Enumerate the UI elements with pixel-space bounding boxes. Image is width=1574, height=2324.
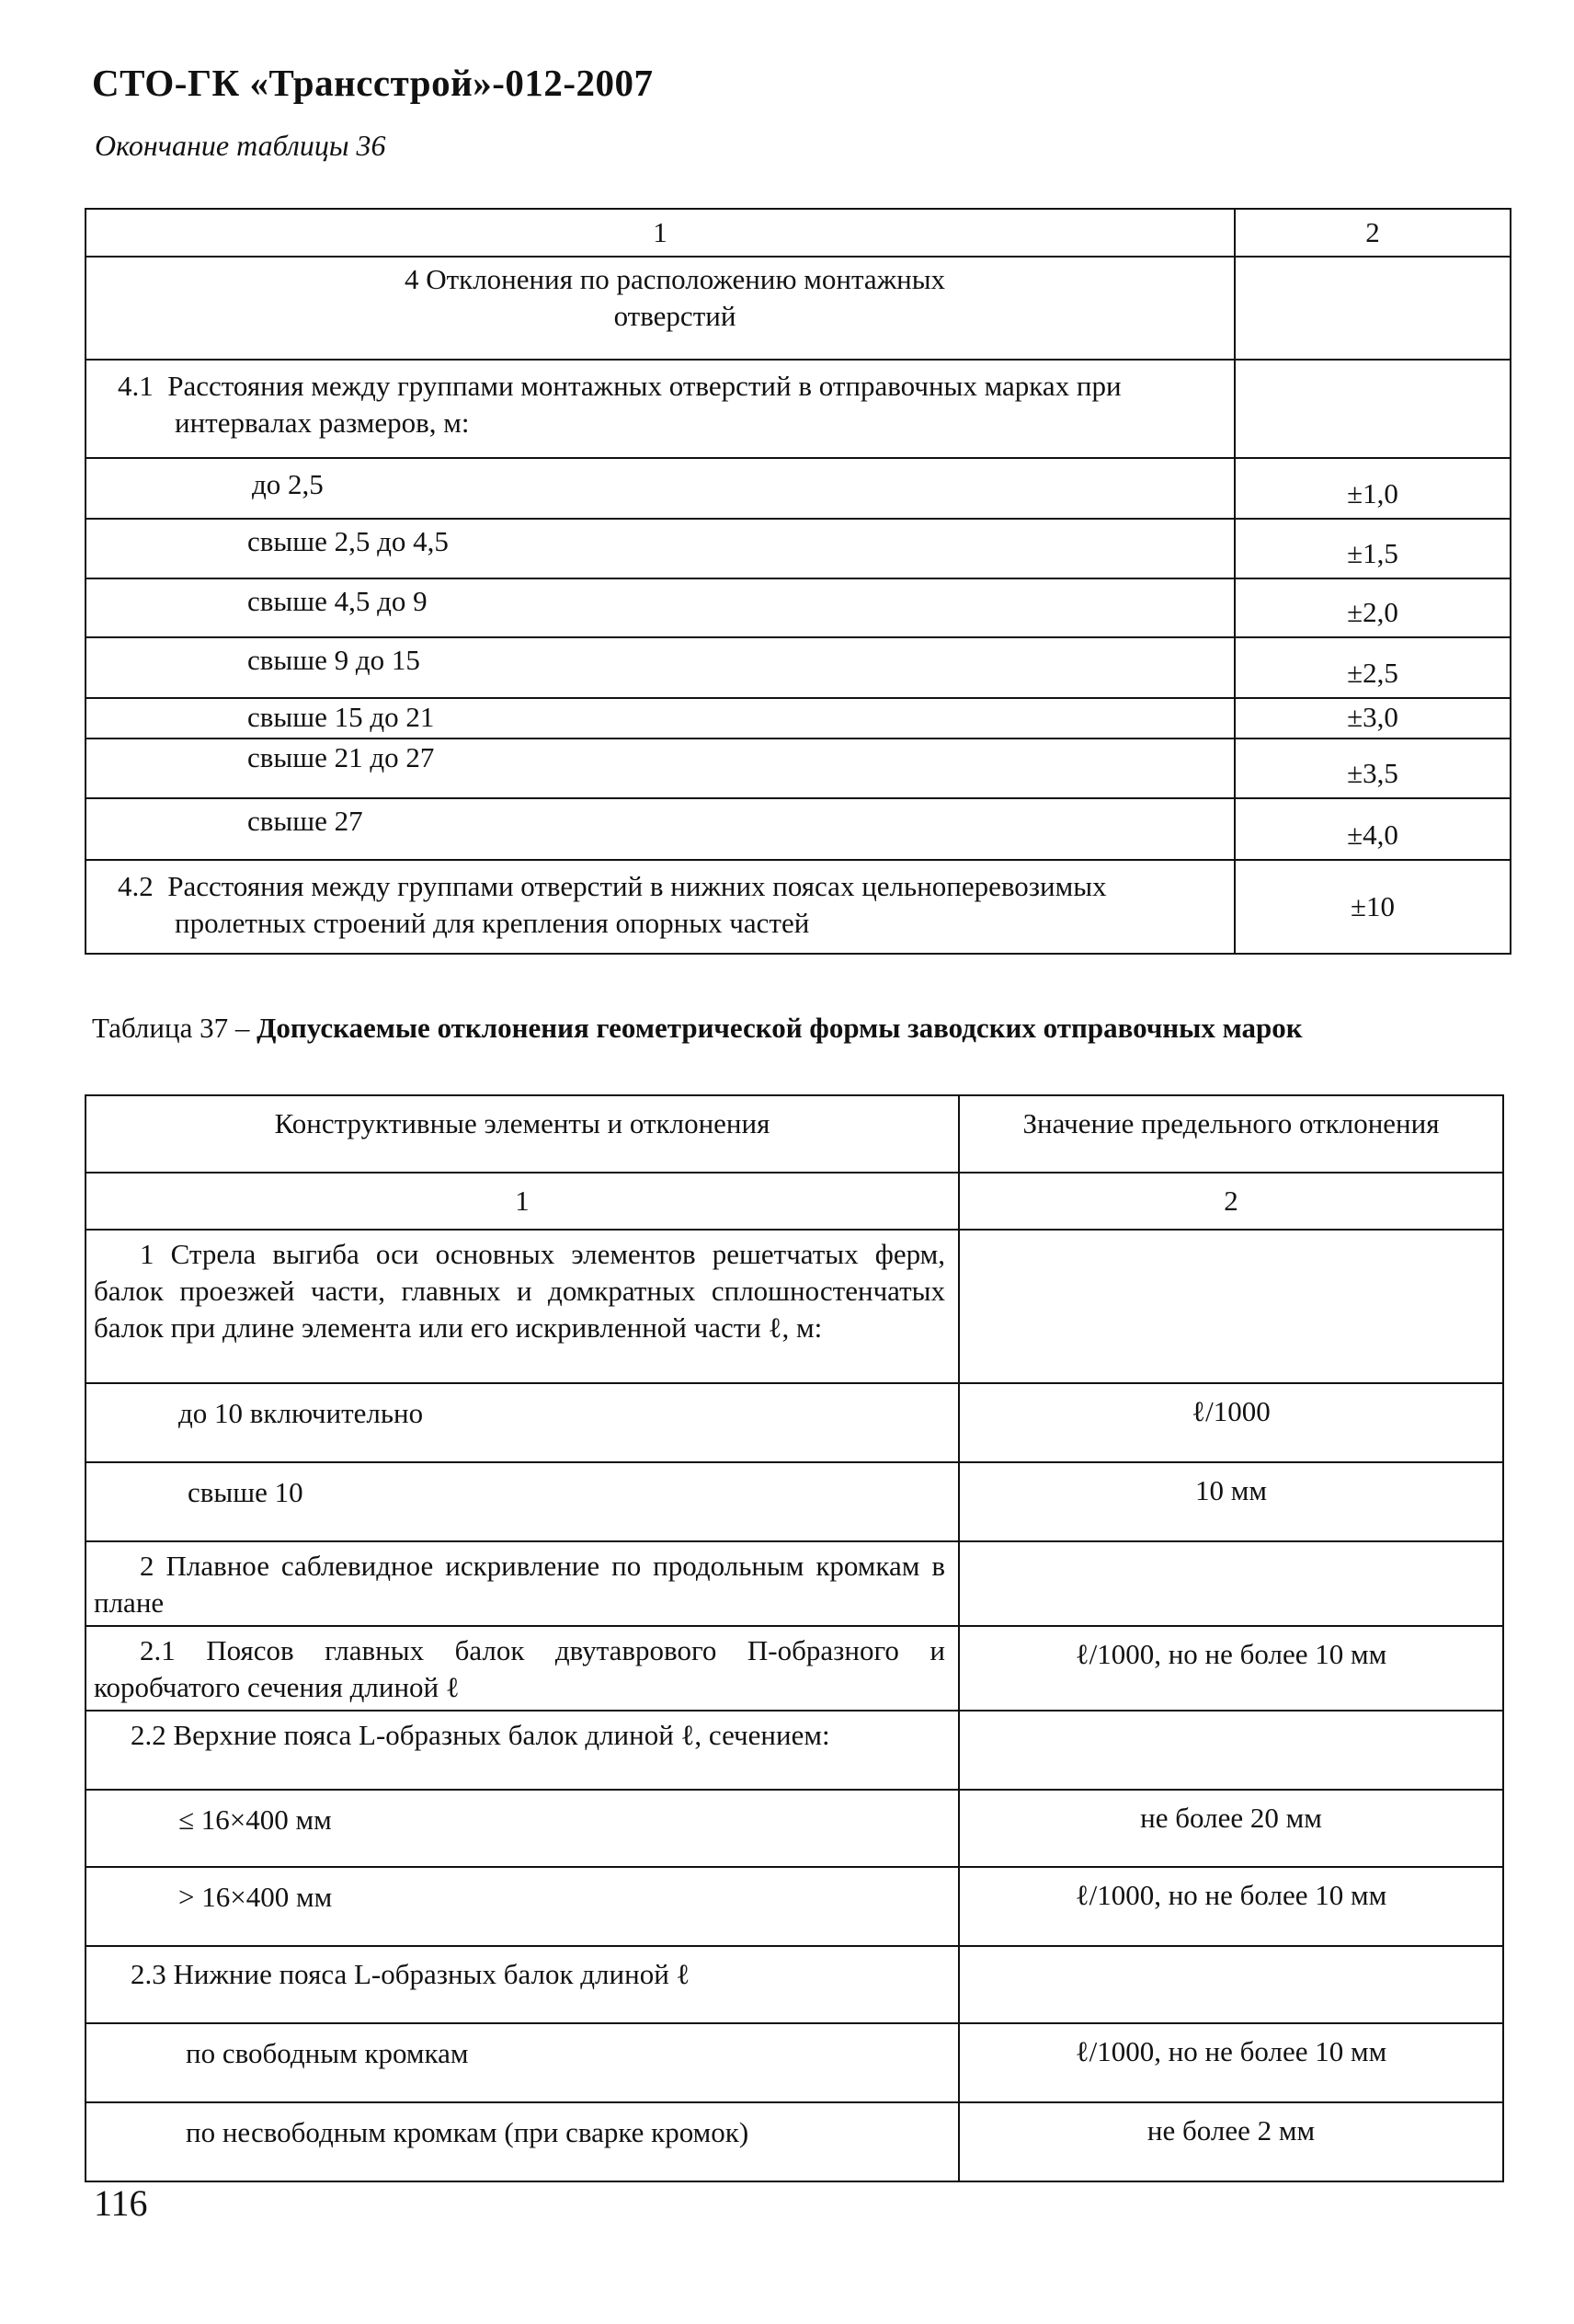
column-header: Конструктивные элементы и отклонения — [86, 1095, 959, 1173]
table-header-row — [86, 1095, 1503, 1173]
table-row — [86, 458, 1511, 519]
column-number-2: 2 — [959, 1173, 1503, 1230]
range-value: ±2,5 — [1235, 637, 1511, 698]
item-number: 4.2 — [118, 870, 154, 902]
range-value: ±3,0 — [1235, 698, 1511, 738]
item-text: Расстояния между группами монтажных отверстий в отправочных марках при интервалах размеров, м: — [167, 370, 1122, 439]
table-row — [86, 1867, 1503, 1946]
section-4-title: 4 Отклонения по расположению монтажных отверстий — [404, 263, 946, 332]
table-row — [86, 1790, 1503, 1867]
range-label: до 2,5 — [86, 458, 1235, 519]
item-label: > 16×400 мм — [86, 1867, 959, 1946]
table-row — [86, 519, 1511, 578]
item-value: не более 20 мм — [959, 1790, 1503, 1867]
range-label: свыше 21 до 27 — [86, 738, 1235, 798]
item-value: ℓ/1000, но не более 10 мм — [959, 1626, 1503, 1711]
item-1-text: 1 Стрела выгиба оси основных элементов решетчатых ферм, балок проезжей части, главных и домкратных сплошностенчатых балок при длине элемента или его искривленной части ℓ, м: — [86, 1230, 959, 1383]
range-label: свыше 4,5 до 9 — [86, 578, 1235, 637]
column-header: Значение предельного отклонения — [959, 1095, 1503, 1173]
table-37-caption: Таблица 37 – Допускаемые отклонения геометрической формы заводских отправочных марок — [92, 1012, 1303, 1044]
table-row — [86, 860, 1511, 954]
document-code: СТО-ГК «Трансстрой»-012-2007 — [92, 62, 654, 104]
table-row — [86, 1230, 1503, 1383]
item-label: до 10 включительно — [86, 1383, 959, 1462]
item-label: по несвободным кромкам (при сварке кромок) — [86, 2102, 959, 2181]
item-text: Расстояния между группами отверстий в нижних поясах цельноперевозимых пролетных строений для крепления опорных частей — [167, 870, 1107, 939]
item-value: ±10 — [1235, 860, 1511, 954]
item-label: по свободным кромкам — [86, 2023, 959, 2102]
table-row — [86, 1383, 1503, 1462]
range-value: ±4,0 — [1235, 798, 1511, 860]
table-row — [86, 360, 1511, 458]
item-value: ℓ/1000, но не более 10 мм — [959, 2023, 1503, 2102]
table-header-row — [86, 209, 1511, 257]
item-2-3-text: 2.3 Нижние пояса L-образных балок длиной ℓ — [86, 1946, 959, 2023]
table-row — [86, 2102, 1503, 2181]
range-label: свыше 15 до 21 — [86, 698, 1235, 738]
item-2-1-text: 2.1 Поясов главных балок двутаврового П-образного и коробчатого сечения длиной ℓ — [86, 1626, 959, 1711]
item-value: ℓ/1000 — [959, 1383, 1503, 1462]
table-row — [86, 2023, 1503, 2102]
table-row — [86, 637, 1511, 698]
table-row — [86, 738, 1511, 798]
table-row — [86, 1462, 1503, 1541]
item-2-text: 2 Плавное саблевидное искривление по продольным кромкам в плане — [86, 1541, 959, 1626]
table-37 — [85, 1094, 1504, 2182]
table-row — [86, 578, 1511, 637]
item-2-2-text: 2.2 Верхние пояса L-образных балок длиной ℓ, сечением: — [86, 1711, 959, 1790]
range-label: свыше 27 — [86, 798, 1235, 860]
table-row — [86, 1946, 1503, 2023]
item-value: не более 2 мм — [959, 2102, 1503, 2181]
table-row — [86, 1711, 1503, 1790]
range-value: ±3,5 — [1235, 738, 1511, 798]
column-number-1: 1 — [86, 209, 1235, 257]
table-row — [86, 1541, 1503, 1626]
item-number: 4.1 — [118, 370, 154, 402]
range-value: ±1,5 — [1235, 519, 1511, 578]
range-value: ±1,0 — [1235, 458, 1511, 519]
table-row — [86, 1626, 1503, 1711]
page-number: 116 — [94, 2182, 148, 2224]
section-row — [86, 257, 1511, 360]
item-value: ℓ/1000, но не более 10 мм — [959, 1867, 1503, 1946]
item-label: ≤ 16×400 мм — [86, 1790, 959, 1867]
table-row — [86, 698, 1511, 738]
range-label: свыше 9 до 15 — [86, 637, 1235, 698]
table-header-row — [86, 1173, 1503, 1230]
column-number-1: 1 — [86, 1173, 959, 1230]
table-row — [86, 798, 1511, 860]
range-value: ±2,0 — [1235, 578, 1511, 637]
column-number-2: 2 — [1235, 209, 1511, 257]
table-36 — [85, 208, 1511, 955]
table-continuation-label: Окончание таблицы 36 — [95, 129, 386, 162]
item-label: свыше 10 — [86, 1462, 959, 1541]
item-value: 10 мм — [959, 1462, 1503, 1541]
range-label: свыше 2,5 до 4,5 — [86, 519, 1235, 578]
